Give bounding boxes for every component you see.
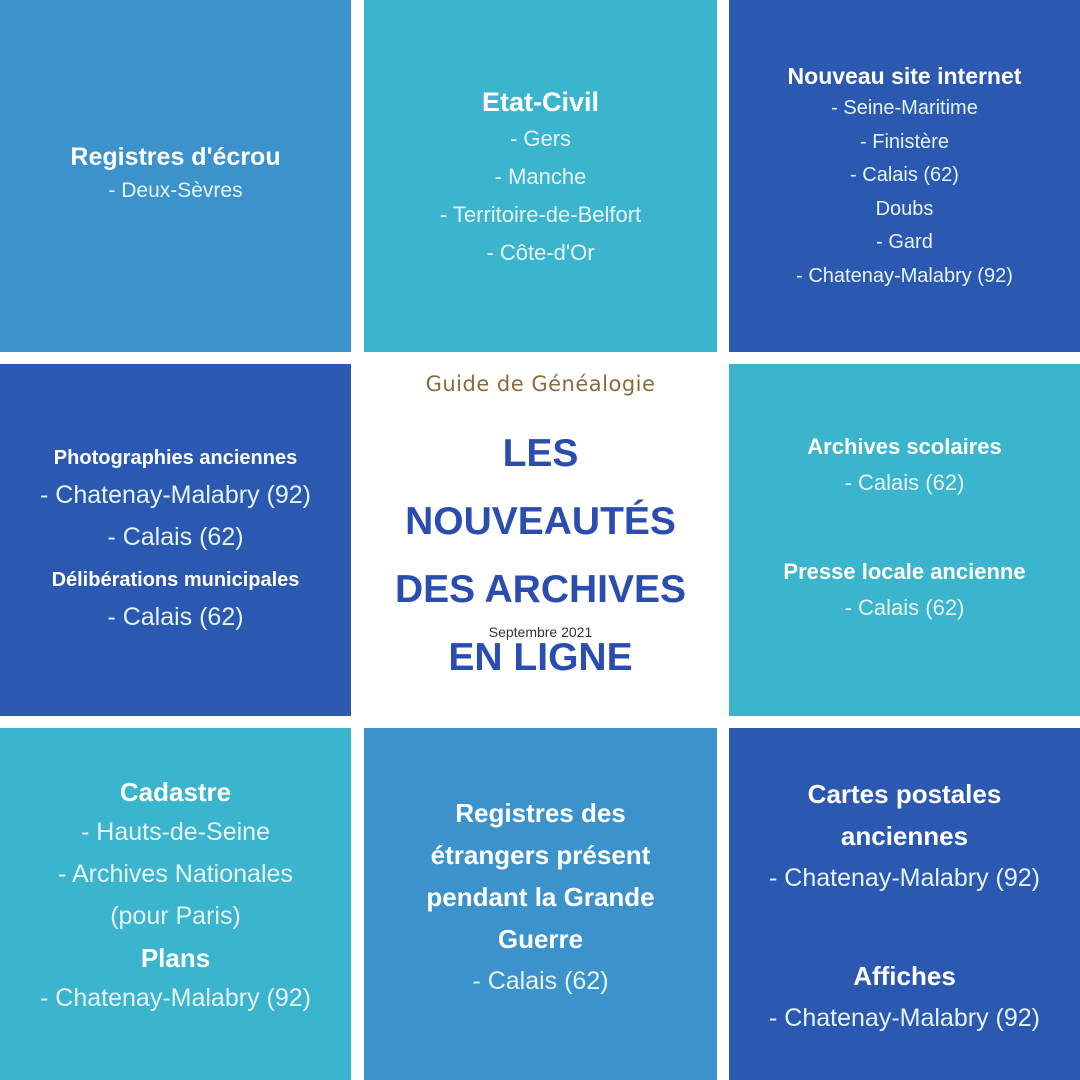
date-subtitle: Septembre 2021 [488,624,593,640]
list-item: - Calais (62) [107,523,244,551]
list-item: - Calais (62) [472,967,609,995]
tile-heading: Cadastre [119,777,232,807]
list-item: - Archives Nationales [58,860,293,888]
tile-etat-civil [364,0,717,352]
list-item: - Territoire-de-Belfort [439,202,642,227]
tile-heading: Nouveau site internet [787,63,1022,89]
tile-heading: Plans [140,943,211,973]
tile-heading [364,792,717,960]
list-item: - Calais (62) [844,470,965,495]
list-item: - Chatenay-Malabry (92) [769,864,1040,892]
title-line: DES ARCHIVES [394,568,687,611]
list-item: - Deux-Sèvres [108,179,243,202]
list-item: - Gard [876,231,933,253]
tile-heading: Registres d'écrou [70,143,281,171]
heading-line: étrangers présent [430,840,651,870]
list-item: - Manche [494,164,587,189]
list-item: - Chatenay-Malabry (92) [40,984,311,1012]
tile-scolaires-presse [729,364,1080,716]
list-item: - Calais (62) [844,595,965,620]
heading-line: Cartes postales [807,779,1002,809]
tile-registres-ecrou [0,0,351,352]
tile-heading: Archives scolaires [807,434,1002,459]
tile-heading [729,773,1080,857]
tile-photographies-deliberations [0,364,351,716]
list-item: - Calais (62) [850,164,959,186]
tile-heading: Photographies anciennes [53,447,298,469]
heading-line: pendant la Grande [426,882,655,912]
tile-heading: Presse locale ancienne [783,559,1026,584]
list-item: - Seine-Maritime [831,97,978,119]
list-item: - Côte-d'Or [486,240,595,265]
list-item: (pour Paris) [110,902,241,930]
page-title [364,420,717,692]
heading-line: Registres des [455,798,626,828]
list-item: - Chatenay-Malabry (92) [769,1004,1040,1032]
tile-nouveau-site [729,0,1080,352]
title-line: LES NOUVEAUTÉS [405,432,676,543]
list-item: - Hauts-de-Seine [81,818,270,846]
tile-etrangers [364,728,717,1080]
list-item: - Chatenay-Malabry (92) [796,264,1013,287]
tile-heading: Délibérations municipales [51,569,300,591]
list-item: - Calais (62) [107,603,244,631]
list-item: - Gers [509,126,572,151]
heading-line: anciennes [840,821,969,851]
tile-heading: Etat-Civil [481,87,600,117]
brand-logo: Guide de Généalogie [425,372,656,396]
list-item: Doubs [875,197,934,220]
tile-cartes-affiches [729,728,1080,1080]
title-line: EN LIGNE [448,636,633,679]
tile-cadastre-plans [0,728,351,1080]
list-item: - Finistère [860,130,949,153]
list-item: - Chatenay-Malabry (92) [40,481,311,509]
heading-line: Guerre [497,924,584,954]
tile-heading: Affiches [853,961,956,991]
